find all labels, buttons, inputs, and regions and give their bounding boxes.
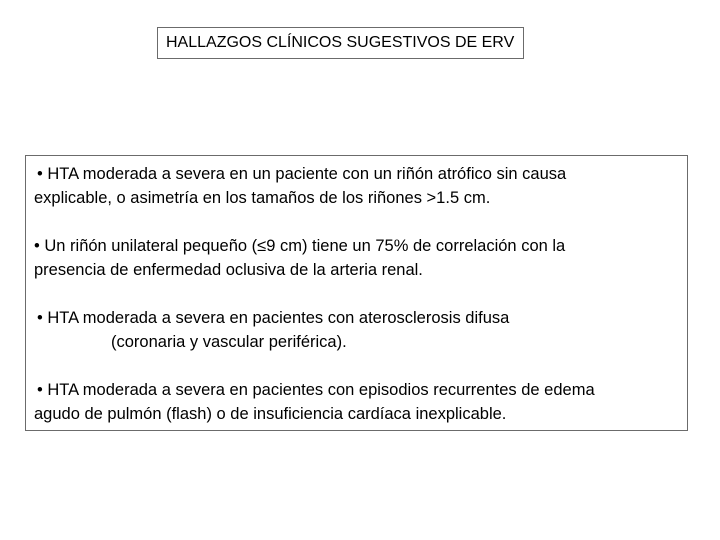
finding-item — [34, 234, 681, 282]
findings-box — [25, 155, 688, 431]
finding-line: (coronaria y vascular periférica). — [111, 333, 347, 351]
finding-line: agudo de pulmón (flash) o de insuficiencia cardíaca inexplicable. — [34, 405, 507, 423]
finding-item — [34, 378, 681, 426]
finding-item — [34, 306, 681, 354]
finding-line: • Un riñón unilateral pequeño (≤9 cm) tiene un 75% de correlación con la — [34, 237, 566, 255]
finding-item — [34, 162, 681, 210]
finding-line: • HTA moderada a severa en pacientes con aterosclerosis difusa — [37, 309, 510, 327]
finding-line: presencia de enfermedad oclusiva de la arteria renal. — [34, 261, 423, 279]
finding-line: • HTA moderada a severa en un paciente con un riñón atrófico sin causa — [37, 165, 567, 183]
finding-line: • HTA moderada a severa en pacientes con episodios recurrentes de edema — [37, 381, 595, 399]
finding-line: explicable, o asimetría en los tamaños de los riñones >1.5 cm. — [34, 189, 491, 207]
title-text: HALLAZGOS CLÍNICOS SUGESTIVOS DE ERV — [166, 34, 515, 51]
page-title — [157, 27, 524, 59]
